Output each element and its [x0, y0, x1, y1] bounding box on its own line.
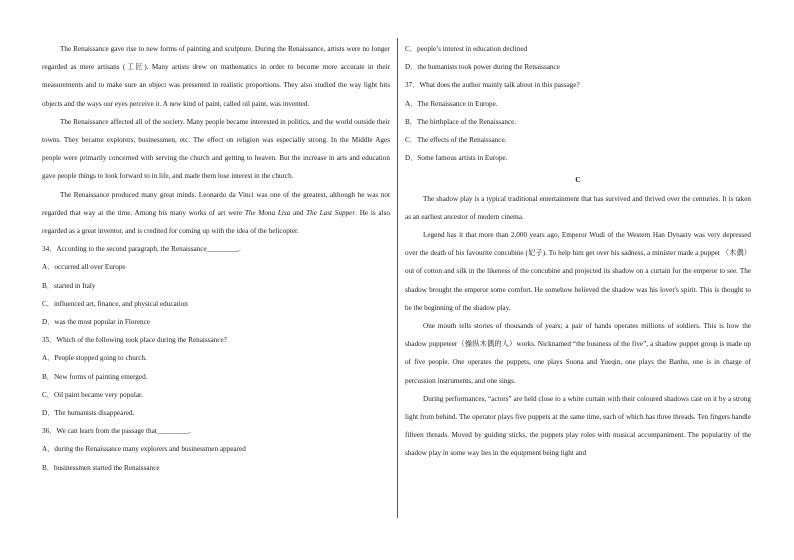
option-b[interactable]: B．started in Italy [42, 281, 96, 290]
option-c[interactable]: C．people’s interest in education declined [405, 45, 528, 53]
option-c[interactable]: C．Oil paint became very popular. [42, 390, 143, 399]
option-b[interactable]: B．businessmen started the Renaissance [42, 463, 160, 472]
option-d[interactable]: D．was the most popular in Florence [42, 318, 150, 327]
option-c[interactable]: C．influenced art, finance, and physical education [42, 299, 188, 308]
option-d[interactable]: D．The humanists disappeared. [42, 409, 135, 418]
column-divider [397, 38, 398, 518]
left-column [42, 40, 390, 477]
question-35: 35．Which of the following took place during the Renaissance? [42, 336, 227, 345]
question-34: 34．According to the second paragraph, the Renaissance_________. [42, 245, 241, 254]
option-a[interactable]: A．The Renaissance in Europe. [405, 99, 498, 108]
question-36: 36．We can learn from the passage that_________. [42, 427, 191, 436]
passage-paragraph: The Renaissance affected all of the society. Many people became interested in politics, and the world outside their towns. They became explorers, businessmen, etc. The effect on religion was especially strong. In the Middle Ages people were primarily concerned with serving the church and getting to heaven. But the increase in arts and education gave people things to look forward to in life, and made them lose interest in the church. [42, 117, 390, 181]
option-b[interactable]: B．New forms of painting emerged. [42, 372, 148, 381]
option-a[interactable]: A．during the Renaissance many explorers and businessmen appeared [42, 445, 246, 454]
section-heading: C [575, 175, 581, 185]
passage-paragraph: Legend has it that more than 2,000 years ago, Emperor Wudi of the Western Han Dynasty was very depressed over the death of his favourite concubine (妃子). To help him get over his sadness, a minister made a puppet （木偶）out of cotton and silk in the likeness of the concubine and projected its shadow on a curtain for the emperor to see. The shadow brought the emperor some comfort. He somehow believed the shadow was his lover's spirit. This is thought to be the beginning of the shadow play. [405, 231, 751, 312]
artwork-title: The Mona Lisa [244, 208, 291, 217]
option-a[interactable]: A．People stopped going to church. [42, 354, 147, 363]
passage-paragraph [42, 186, 390, 241]
question-37: 37．What does the author mainly talk about in this passage? [405, 81, 580, 90]
option-d[interactable]: D．Some famous artists in Europe. [405, 154, 508, 163]
option-b[interactable]: B．The birthplace of the Renaissance. [405, 117, 517, 126]
passage-paragraph: The Renaissance gave rise to new forms of painting and sculpture. During the Renaissance, artists were no longer regarded as mere artisans (工匠). Many artists drew on mathematics in order to become more accurate in their measurements and to make sure an object was presented in realistic proportions. They also studied the way light hits objects and the ways our eyes perceive it. A new kind of paint, called oil paint, was invented. [42, 45, 390, 108]
option-c[interactable]: C．The effects of the Renaissance. [405, 136, 507, 145]
passage-paragraph: During performances, “actors” are held close to a white curtain with their coloured shadows cast on it by a strong light from behind. The operator plays five puppets at the same time, each of which has three threads. Ten fingers handle fifteen threads. Moved by guiding sticks, the puppets play roles with musical accompaniment. The popularity of the shadow play in some way lies in the equipment being light and [405, 394, 751, 458]
right-column [405, 40, 751, 463]
option-d[interactable]: D．the humanists took power during the Renaissance [405, 63, 560, 72]
option-a[interactable]: A．occurred all over Europe [42, 263, 126, 272]
passage-paragraph: The shadow play is a typical traditional entertainment that has survived and thrived over the centuries. It is taken as an earliest ancestor of modern cinema. [405, 194, 751, 221]
paragraph-text: and [290, 208, 307, 217]
artwork-title: The Last Supper [306, 208, 356, 217]
paragraph-text: The Renaissance produced many great minds. Leonardo da Vinci was one of the greatest, although he was not regarded that way at the time. Among his many works of art were [42, 190, 390, 217]
passage-paragraph: One mouth tells stories of thousands of years; a pair of hands operates millions of soldiers. This is how the shadow puppeteer（操纵木偶的人）works. Nicknamed “the business of the five”, a shadow puppet group is made up of five people. One operates the puppets, one plays Suona and Yueqin, one plays the Banhu, one is in charge of percussion instruments, and one sings. [405, 322, 751, 385]
paragraph-text: . He is also regarded as a great inventor, and is credited for coming up with the idea of the helicopter. [42, 208, 390, 236]
